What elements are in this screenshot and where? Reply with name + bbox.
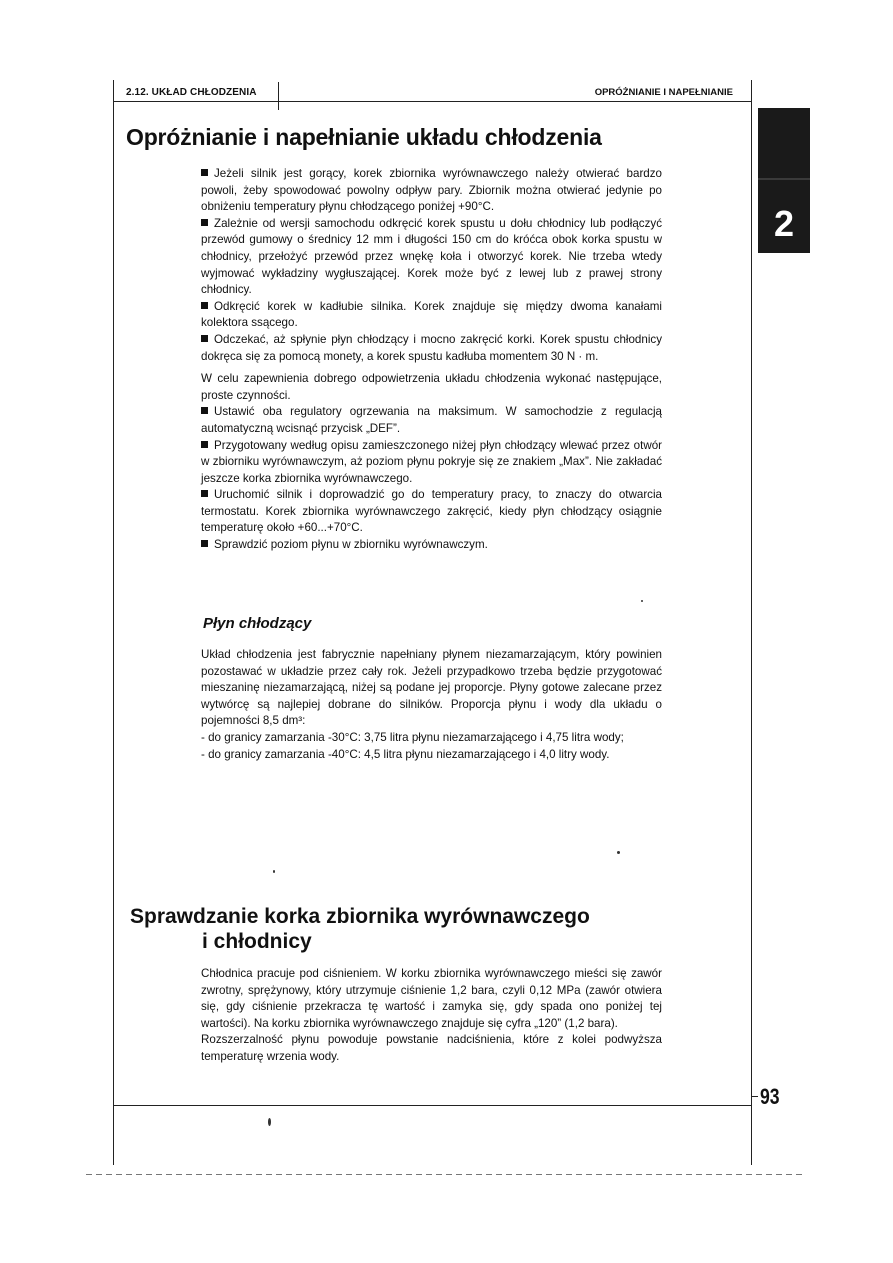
coolant-ratio-item: - do granicy zamarzania -30°C: 3,75 litra płynu niezamarzającego i 4,75 litra wody;: [201, 730, 624, 744]
bleeding-step: Sprawdzić poziom płynu w zbiorniku wyrównawczym.: [201, 537, 662, 554]
draining-step: Odkręcić korek w kadłubie silnika. Korek znajduje się między dwoma kanałami kolektora ssącego.: [201, 299, 662, 332]
header-mid-tick: [278, 82, 279, 110]
page-number: 93: [760, 1084, 780, 1109]
cap-check-paragraph: Rozszerzalność płynu powoduje powstanie nadciśnienia, które z kolei podwyższa temperaturę wrzenia wody.: [201, 1033, 662, 1063]
left-margin-line: [113, 80, 114, 1165]
header-rule: [113, 101, 751, 102]
section-title-line: i chłodnicy: [202, 930, 312, 953]
scan-speck: [617, 851, 620, 854]
section-title-cap-check: [130, 904, 590, 954]
page-number-rule: [752, 1096, 758, 1097]
coolant-paragraph: Układ chłodzenia jest fabrycznie napełniany płynem niezamarzającym, który powinien pozostawać w układzie przez cały rok. Jeżeli przypadkowo trzeba będzie przygotować mieszaninę niezamarzającą, niżej są podane jej proporcje. Płyny gotowe zalecane przez wytwórcę są najlepiej dobrane do silników. Proporcja płynu i wody dla układu o pojemności 8,5 dm³:: [201, 648, 662, 728]
running-header-section: 2.12. UKŁAD CHŁODZENIA: [126, 87, 257, 98]
section-title-line: Sprawdzanie korka zbiornika wyrównawczego: [130, 905, 590, 928]
running-header-topic: OPRÓŻNIANIE I NAPEŁNIANIE: [594, 87, 733, 98]
scan-speck: [268, 1118, 271, 1126]
section-title-draining: Opróżnianie i napełnianie układu chłodzenia: [126, 124, 602, 150]
bleeding-intro: W celu zapewnienia dobrego odpowietrzenia układu chłodzenia wykonać następujące, proste czynności.: [201, 372, 662, 402]
bleeding-step: Przygotowany według opisu zamieszczonego niżej płyn chłodzący wlewać przez otwór w zbiorniku wyrównawczym, aż poziom płynu pokryje się ze znakiem „Max”. Nie zakładać jeszcze korka zbiornika wyrównawczego.: [201, 438, 662, 488]
bleeding-step: Uruchomić silnik i doprowadzić go do temperatury pracy, to znaczy do otwarcia termostatu. Korek zbiornika wyrównawczego zakręcić, kiedy płyn chłodzący osiągnie temperaturę około +60...+70°C.: [201, 487, 662, 537]
scan-speck: [273, 870, 275, 873]
bleeding-step: Ustawić oba regulatory ogrzewania na maksimum. W samochodzie z regulacją automatyczną wcisnąć przycisk „DEF”.: [201, 404, 662, 437]
coolant-body: [201, 647, 662, 763]
draining-step: Odczekać, aż spłynie płyn chłodzący i mocno zakręcić korki. Korek spustu chłodnicy dokręca się za pomocą monety, a korek spustu kadłuba momentem 30 N · m.: [201, 332, 662, 365]
scan-speck: [641, 600, 643, 602]
coolant-subheading: Płyn chłodzący: [203, 615, 312, 632]
cap-check-paragraph: Chłodnica pracuje pod ciśnieniem. W korku zbiornika wyrównawczego mieści się zawór zwrotny, sprężynowy, który utrzymuje ciśnienie 1,2 bara, czyli 0,12 MPa (zawór otwiera się, gdy ciśnienie przekracza tę wartość i zamyka się, gdy spada ono poniżej tej wartości). Na korku zbiornika wyrównawczego znajduje się cyfra „120” (1,2 bara).: [201, 967, 662, 1030]
bottom-dashed-line: [86, 1174, 806, 1175]
cap-check-body: [201, 966, 662, 1066]
draining-body: [201, 166, 662, 554]
draining-step: Zależnie od wersji samochodu odkręcić korek spustu u dołu chłodnicy lub podłączyć przewód gumowy o średnicy 12 mm i długości 150 cm do króćca obok korka spustu w chłodnicy, przełożyć przewód przez wnękę koła i otworzyć korek. Nie trzeba wtedy wyjmować wykładziny wygłuszającej. Korek może być z lewej lub z prawej strony chłodnicy.: [201, 216, 662, 299]
coolant-ratio-item: - do granicy zamarzania -40°C: 4,5 litra płynu niezamarzającego i 4,0 litry wody.: [201, 747, 610, 761]
chapter-number: 2: [773, 203, 795, 244]
chapter-tab-divider: [758, 178, 810, 180]
footer-rule: [113, 1105, 751, 1106]
right-margin-line: [751, 80, 752, 1165]
draining-step: Jeżeli silnik jest gorący, korek zbiornika wyrównawczego należy otwierać bardzo powoli, żeby spowodować powolny odpływ pary. Zbiornik można otwierać jedynie po obniżeniu temperatury płynu chłodzącego poniżej +90°C.: [201, 166, 662, 216]
chapter-tab: [758, 108, 810, 253]
